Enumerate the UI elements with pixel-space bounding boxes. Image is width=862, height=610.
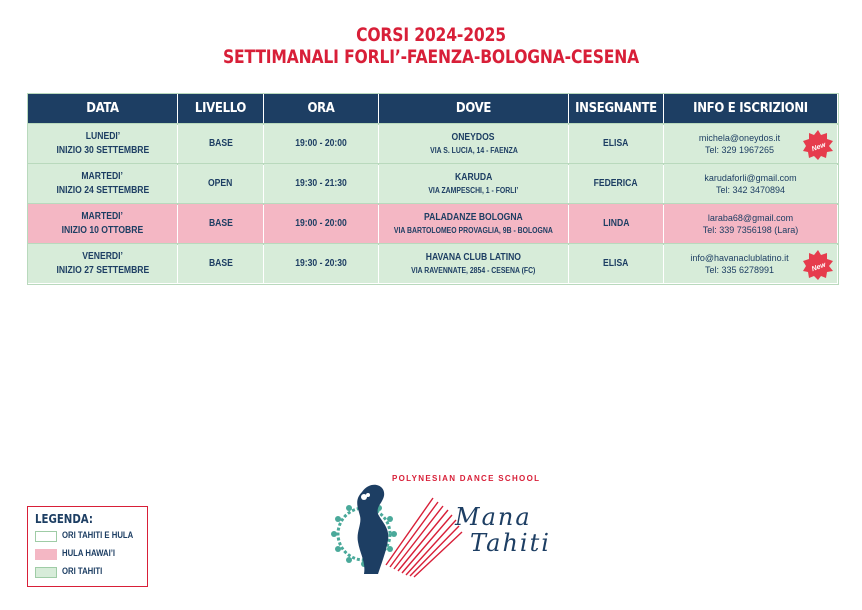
legend-swatch-green: [35, 567, 57, 578]
day-label: MARTEDI’: [81, 170, 124, 182]
header-dove: DOVE: [379, 94, 569, 124]
legend-swatch-white: [35, 531, 57, 542]
header-info: INFO E ISCRIZIONI: [664, 94, 838, 124]
level-label: BASE: [208, 137, 233, 149]
day-label: MARTEDI’: [81, 210, 124, 222]
cell-date: [28, 204, 178, 244]
contact-phone: Tel: 329 1967265: [704, 144, 775, 155]
cell-time: [264, 244, 379, 284]
logo-name-line1: Mana: [455, 503, 532, 531]
page-title-line2: SETTIMANALI FORLI’-FAENZA-BOLOGNA-CESENA: [222, 46, 640, 68]
contact-phone: Tel: 335 6278991: [704, 264, 775, 275]
cell-level: [178, 244, 264, 284]
teacher-name: ELISA: [603, 137, 629, 149]
teacher-name: LINDA: [602, 217, 630, 229]
venue-name: HAVANA CLUB LATINO: [425, 251, 522, 263]
cell-teacher: [569, 204, 664, 244]
venue-name: ONEYDOS: [451, 131, 495, 143]
cell-level: [178, 164, 264, 204]
page-title-line1: CORSI 2024-2025: [356, 24, 506, 46]
cell-level: [178, 204, 264, 244]
cell-info: [664, 164, 838, 204]
legend-item: [35, 530, 145, 544]
day-label: LUNEDI’: [85, 130, 120, 142]
cell-date: [28, 164, 178, 204]
time-label: 19:00 - 20:00: [295, 217, 347, 229]
table-row: [28, 204, 838, 244]
table-header-row: [28, 94, 838, 124]
legend-title: LEGENDA:: [35, 512, 93, 526]
cell-date: [28, 244, 178, 284]
table-row: [28, 244, 838, 284]
cell-teacher: [569, 164, 664, 204]
contact-email[interactable]: karudaforli@gmail.com: [704, 172, 797, 183]
courses-table: [27, 93, 838, 284]
level-label: BASE: [208, 217, 233, 229]
start-label: INIZIO 30 SETTEMBRE: [56, 144, 149, 156]
new-badge-label: New: [810, 261, 827, 274]
new-badge-icon: [803, 250, 833, 280]
contact-phone: Tel: 339 7356198 (Lara): [702, 224, 799, 235]
start-label: INIZIO 24 SETTEMBRE: [56, 184, 149, 196]
new-badge-label: New: [810, 141, 827, 154]
cell-info: [664, 124, 838, 164]
cell-teacher: [569, 244, 664, 284]
contact-email[interactable]: michela@oneydos.it: [698, 132, 781, 143]
contact-email[interactable]: laraba68@gmail.com: [707, 212, 794, 223]
contact-email[interactable]: info@havanaclublatino.it: [690, 252, 789, 263]
start-label: INIZIO 10 OTTOBRE: [61, 224, 144, 236]
cell-venue: [379, 244, 569, 284]
cell-time: [264, 124, 379, 164]
cell-teacher: [569, 124, 664, 164]
new-badge-icon: [803, 130, 833, 160]
start-label: INIZIO 27 SETTEMBRE: [56, 264, 149, 276]
cell-date: [28, 124, 178, 164]
venue-name: KARUDA: [454, 171, 493, 183]
cell-time: [264, 204, 379, 244]
legend-label: ORI TAHITI: [62, 566, 103, 576]
level-label: BASE: [208, 257, 233, 269]
cell-info: [664, 244, 838, 284]
level-label: OPEN: [208, 177, 233, 189]
teacher-name: FEDERICA: [594, 177, 638, 189]
header-insegnante: INSEGNANTE: [569, 94, 664, 124]
venue-address: VIA ZAMPESCHI, 1 - FORLI’: [428, 185, 519, 195]
table-row: [28, 124, 838, 164]
cell-level: [178, 124, 264, 164]
cell-venue: [379, 164, 569, 204]
header-ora: ORA: [264, 94, 379, 124]
venue-name: PALADANZE BOLOGNA: [424, 211, 523, 223]
cell-venue: [379, 204, 569, 244]
logo-name-line2: Tahiti: [470, 529, 551, 557]
time-label: 19:30 - 21:30: [295, 177, 347, 189]
venue-address: VIA S. LUCIA, 14 - FAENZA: [429, 145, 518, 155]
legend-label: ORI TAHITI E HULA: [62, 530, 134, 540]
venue-address: VIA BARTOLOMEO PROVAGLIA, 9B - BOLOGNA: [394, 225, 553, 235]
contact-phone: Tel: 342 3470894: [715, 184, 786, 195]
cell-info: [664, 204, 838, 244]
time-label: 19:00 - 20:00: [295, 137, 347, 149]
cell-time: [264, 164, 379, 204]
header-livello: LIVELLO: [178, 94, 264, 124]
legend-box: [27, 506, 148, 587]
logo-tagline: POLYNESIAN DANCE SCHOOL: [392, 474, 541, 483]
time-label: 19:30 - 20:30: [295, 257, 347, 269]
teacher-name: ELISA: [603, 257, 629, 269]
cell-venue: [379, 124, 569, 164]
legend-swatch-pink: [35, 549, 57, 560]
venue-address: VIA RAVENNATE, 2854 - CESENA (FC): [411, 265, 536, 275]
table-row: [28, 164, 838, 204]
legend-label: HULA HAWAI’I: [62, 548, 116, 558]
legend-item: [35, 548, 145, 562]
header-data: DATA: [28, 94, 178, 124]
legend-item: [35, 566, 145, 580]
day-label: VENERDI’: [82, 250, 123, 262]
